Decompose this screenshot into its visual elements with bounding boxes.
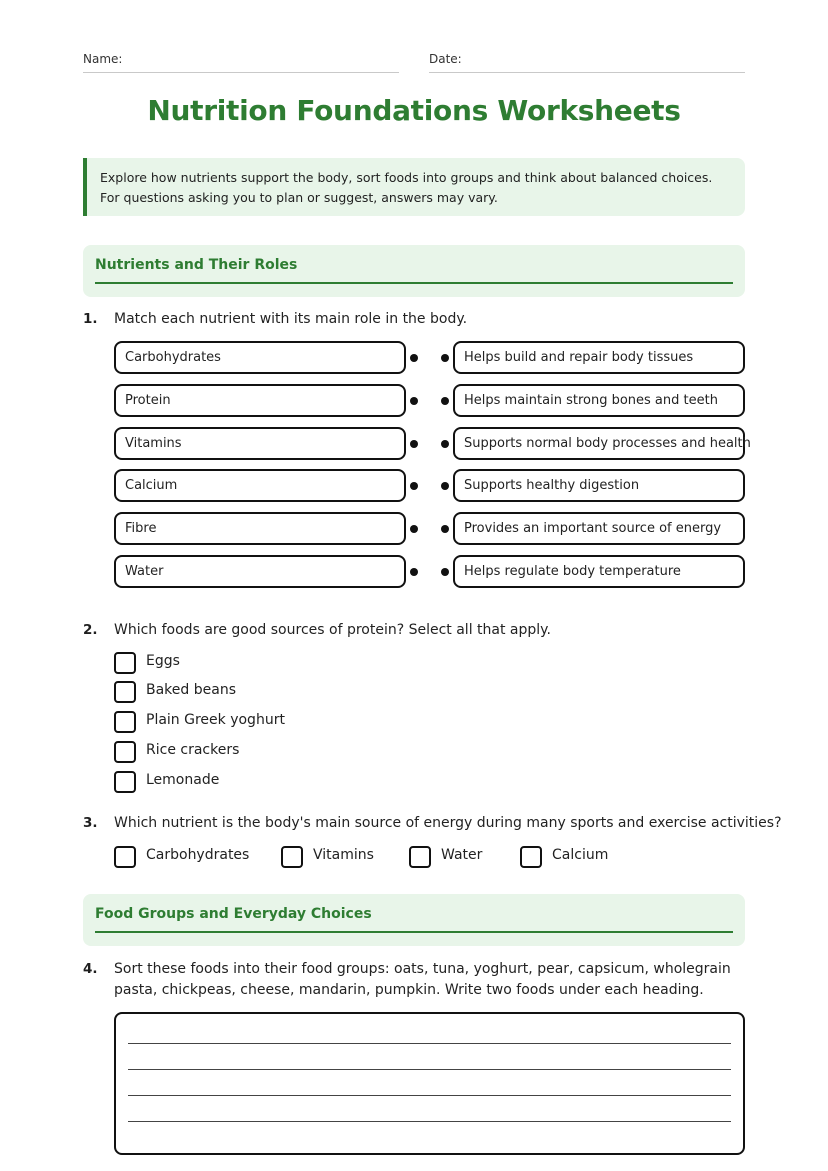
section-title: Nutrients and Their Roles [95, 257, 298, 273]
question-text: Match each nutrient with its main role in the body. [114, 311, 468, 327]
checkbox-label: Calcium [552, 847, 609, 863]
match-right-item: Helps maintain strong bones and teeth [453, 384, 745, 417]
section-divider [95, 931, 733, 933]
answer-line [128, 1069, 731, 1070]
checkbox-label: Carbohydrates [146, 847, 250, 863]
checkbox-label: Water [441, 847, 483, 863]
checkbox-option[interactable] [114, 741, 314, 763]
checkbox-label: Plain Greek yoghurt [146, 712, 285, 728]
match-right-dot[interactable] [441, 482, 449, 490]
question-number: 4. [83, 961, 98, 977]
match-left-item: Protein [114, 384, 406, 417]
match-right-dot[interactable] [441, 440, 449, 448]
checkbox[interactable] [520, 846, 542, 868]
checkbox-label: Baked beans [146, 682, 236, 698]
date-label: Date: [429, 52, 462, 66]
checkbox-label: Rice crackers [146, 742, 240, 758]
checkbox[interactable] [114, 771, 136, 793]
checkbox-label: Eggs [146, 653, 180, 669]
checkbox[interactable] [114, 741, 136, 763]
match-right-item: Helps build and repair body tissues [453, 341, 745, 374]
match-left-item: Vitamins [114, 427, 406, 460]
question-text: Which nutrient is the body's main source of energy during many sports and exercise activities? [114, 815, 782, 831]
intro-panel [83, 158, 745, 216]
checkbox-option[interactable] [114, 771, 314, 793]
question-number: 2. [83, 622, 98, 638]
section-header-nutrients [83, 245, 745, 297]
match-left-dot[interactable] [410, 354, 418, 362]
question-text: Sort these foods into their food groups: oats, tuna, yoghurt, pear, capsicum, wholegrain pasta, chickpeas, cheese, mandarin, pumpkin. Write two foods under each heading. [114, 961, 731, 998]
match-left-dot[interactable] [410, 440, 418, 448]
checkbox-option[interactable] [114, 652, 314, 674]
date-field[interactable] [429, 52, 745, 73]
answer-line [128, 1043, 731, 1044]
match-right-dot[interactable] [441, 525, 449, 533]
checkbox-label: Vitamins [313, 847, 374, 863]
checkbox[interactable] [281, 846, 303, 868]
checkbox[interactable] [114, 711, 136, 733]
checkbox[interactable] [114, 681, 136, 703]
match-left-dot[interactable] [410, 525, 418, 533]
match-left-item: Calcium [114, 469, 406, 502]
match-left-item: Fibre [114, 512, 406, 545]
checkbox[interactable] [409, 846, 431, 868]
name-label: Name: [83, 52, 123, 66]
match-right-item: Provides an important source of energy [453, 512, 745, 545]
checkbox-option[interactable] [114, 846, 254, 868]
intro-text: Explore how nutrients support the body, sort foods into groups and think about balanced choices. For questions asking you to plan or suggest, answers may vary. [100, 170, 713, 205]
match-right-dot[interactable] [441, 354, 449, 362]
match-right-dot[interactable] [441, 397, 449, 405]
section-header-food-groups [83, 894, 745, 946]
answer-box[interactable] [114, 1012, 745, 1155]
match-left-dot[interactable] [410, 397, 418, 405]
match-right-dot[interactable] [441, 568, 449, 576]
question-number: 3. [83, 815, 98, 831]
checkbox-label: Lemonade [146, 772, 220, 788]
checkbox[interactable] [114, 652, 136, 674]
page-title: Nutrition Foundations Worksheets [147, 94, 681, 127]
checkbox-option[interactable] [114, 681, 314, 703]
answer-line [128, 1121, 731, 1122]
match-right-item: Supports healthy digestion [453, 469, 745, 502]
checkbox-option[interactable] [409, 846, 509, 868]
name-field[interactable] [83, 52, 399, 73]
checkbox-option[interactable] [114, 711, 314, 733]
section-divider [95, 282, 733, 284]
match-left-dot[interactable] [410, 482, 418, 490]
checkbox-option[interactable] [281, 846, 391, 868]
checkbox[interactable] [114, 846, 136, 868]
question-number: 1. [83, 311, 98, 327]
name-date-row [83, 52, 745, 74]
match-right-item: Helps regulate body temperature [453, 555, 745, 588]
match-right-item: Supports normal body processes and health [453, 427, 745, 460]
checkbox-option[interactable] [520, 846, 630, 868]
question-text: Which foods are good sources of protein? Select all that apply. [114, 622, 551, 638]
answer-line [128, 1095, 731, 1096]
section-title: Food Groups and Everyday Choices [95, 906, 372, 922]
match-left-item: Water [114, 555, 406, 588]
match-left-item: Carbohydrates [114, 341, 406, 374]
match-left-dot[interactable] [410, 568, 418, 576]
